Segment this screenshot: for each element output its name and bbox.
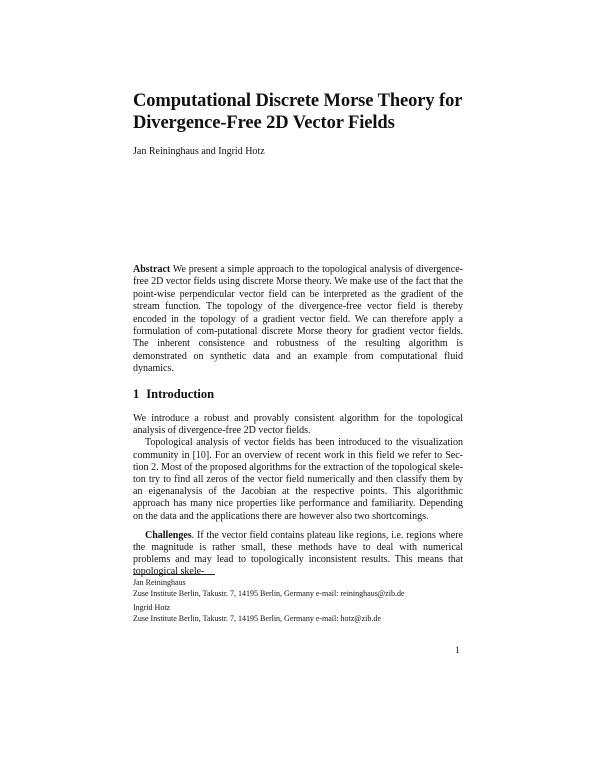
section-title: Introduction: [146, 387, 215, 401]
title-line-2: Divergence-Free 2D Vector Fields: [133, 113, 395, 133]
author-list: Jan Reininghaus and Ingrid Hotz: [133, 146, 265, 157]
page-number: 1: [455, 646, 460, 656]
title-line-1: Computational Discrete Morse Theory for: [133, 91, 463, 111]
footnotes: [133, 578, 473, 628]
footnote-affiliation: Zuse Institute Berlin, Takustr. 7, 14195 Berlin, Germany e-mail: hotz@zib.de: [133, 613, 381, 623]
paragraph-2: Topological analysis of vector fields has been introduced to the visualization community in [10]. For an overview of recent work in this field we refer to Sec-tion 2. Most of the proposed algorithms for the extraction of the topological skele-ton try to find all zeros of the vector field numerically and then classify them by an eigenanalysis of the Jacobian at the respective points. This algorithmic approach has many nice properties like performance and familiarity. Depending on the data and the applications there are however also two shortcomings.: [133, 437, 463, 522]
section-heading: [133, 387, 214, 401]
section-number: 1: [133, 387, 140, 401]
paper-title: [133, 90, 493, 134]
challenges-label: Challenges: [145, 529, 192, 541]
footnote-name: Jan Reininghaus: [133, 578, 186, 587]
footnote-name: Ingrid Hotz: [133, 603, 171, 613]
footnote-divider: [133, 574, 215, 575]
footnote-author-2: [133, 603, 473, 624]
section-body: [133, 413, 463, 579]
abstract: [133, 264, 463, 376]
footnote-author-1: [133, 578, 473, 599]
paragraph-challenges: [133, 530, 463, 579]
abstract-label: Abstract: [133, 264, 171, 275]
footnote-affiliation: Zuse Institute Berlin, Takustr. 7, 14195 Berlin, Germany e-mail: reininghaus@zib.de: [133, 588, 405, 598]
challenges-text: . If the vector field contains plateau like regions, i.e. regions where the magnitude is rather small, these methods have to deal with numerical problems and may lead to topologically inconsistent results. This means that topological skele-: [133, 529, 463, 578]
paragraph-1: We introduce a robust and provably consistent algorithm for the topological analysis of divergence-free 2D vector fields.: [133, 413, 463, 437]
abstract-text: We present a simple approach to the topological analysis of divergence-free 2D vector fields using discrete Morse theory. We make use of the fact that the point-wise perpendicular vector field can be interpreted as the gradient of the stream function. The topology of the divergence-free vector field is thereby encoded in the topology of a gradient vector field. We can therefore apply a formulation of com-putational discrete Morse theory for gradient vector fields. The inherent consistence and robustness of the resulting algorithm is demonstrated on synthetic data and an example from computational fluid dynamics.: [133, 264, 464, 375]
